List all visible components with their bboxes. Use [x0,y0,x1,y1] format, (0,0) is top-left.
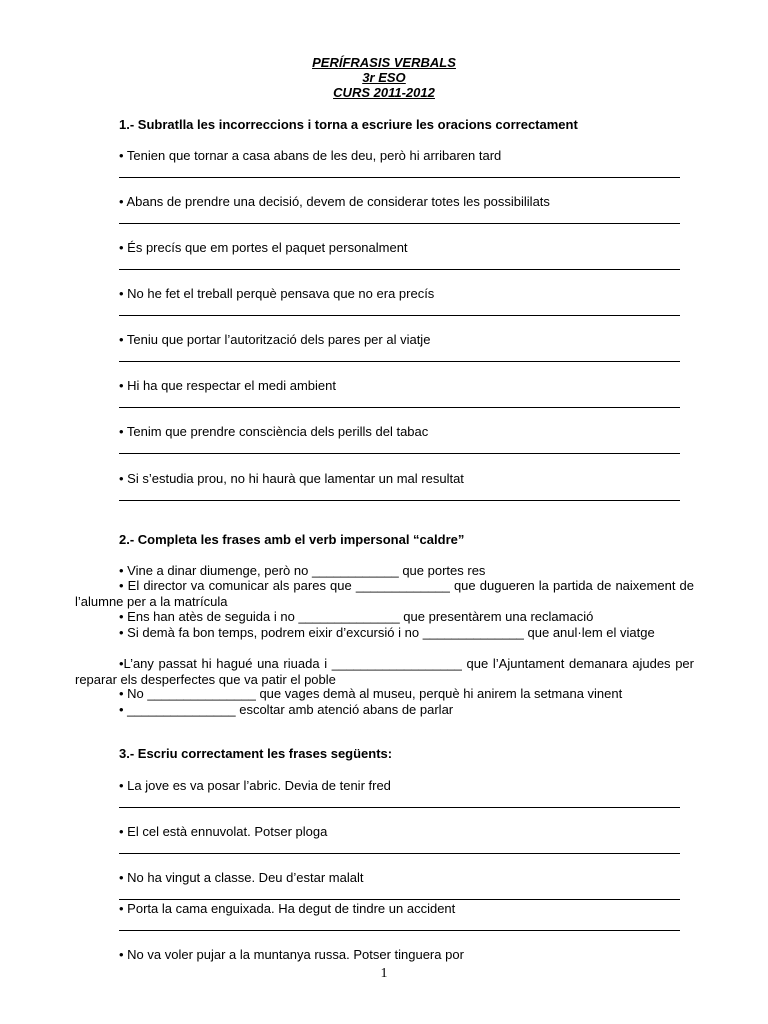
section1-title: 1.- Subratlla les incorreccions i torna a escriure les oracions correctament [119,117,578,132]
answer-line[interactable] [119,807,680,808]
answer-line[interactable] [119,177,680,178]
section1-item: • Abans de prendre una decisió, devem de considerar totes les possibililats [119,194,550,209]
fill-block [119,609,694,625]
section1-item: • Tenim que prendre consciència dels perills del tabac [119,424,429,439]
section3-item: • Porta la cama enguixada. Ha degut de tindre un accident [119,901,456,916]
section1-item: • És precís que em portes el paquet personalment [119,240,408,255]
answer-line[interactable] [119,453,680,454]
answer-line[interactable] [119,269,680,270]
fill-block [119,686,694,702]
answer-line[interactable] [119,853,680,854]
page-number: 1 [380,966,388,981]
section3-item: • No va voler pujar a la muntanya russa. Potser tinguera por [119,947,464,962]
fill-block [75,578,694,609]
answer-line[interactable] [119,407,680,408]
section1-item: • Hi ha que respectar el medi ambient [119,378,336,393]
fill-sentence: • _______________ escoltar amb atenció abans de parlar [119,702,454,717]
fill-block [119,702,694,718]
answer-line[interactable] [119,930,680,931]
section3-item: • El cel està ennuvolat. Potser ploga [119,824,328,839]
answer-line[interactable] [119,500,680,501]
section3-item: • No ha vingut a classe. Deu d’estar malalt [119,870,364,885]
fill-sentence: • Ens han atès de seguida i no ______________ que presentàrem una reclamació [119,609,594,624]
fill-sentence: • Si demà fa bon temps, podrem eixir d’excursió i no ______________ que anul·lem el viatge [119,625,655,640]
page-header [0,55,768,100]
section2-title: 2.- Completa les frases amb el verb impersonal “caldre” [119,532,465,547]
worksheet-grade: 3r ESO [362,70,406,85]
worksheet-title: PERÍFRASIS VERBALS [312,55,456,70]
answer-line[interactable] [119,899,680,900]
fill-sentence: • Vine a dinar diumenge, però no ____________ que portes res [119,563,486,578]
answer-line[interactable] [119,361,680,362]
fill-block [75,656,694,687]
fill-sentence: • No _______________ que vages demà al museu, perquè hi anirem la setmana vinent [119,686,623,701]
fill-sentence: •L’any passat hi hagué una riuada i __________________ que l’Ajuntament demanara ajudes per reparar els desperfectes que va patir el poble [75,656,694,687]
section2-list [119,563,694,579]
section3-title: 3.- Escriu correctament les frases següents: [119,746,393,761]
section1-item: • Tenien que tornar a casa abans de les deu, però hi arribaren tard [119,148,502,163]
section1-item: • Teniu que portar l’autorització dels pares per al viatje [119,332,431,347]
answer-line[interactable] [119,315,680,316]
answer-line[interactable] [119,223,680,224]
fill-sentence: • El director va comunicar als pares que _____________ que dugueren la partida de naixement de l’alumne per a la matrícula [75,578,694,609]
section1-item: • No he fet el treball perquè pensava que no era precís [119,286,435,301]
section1-item: • Si s’estudia prou, no hi haurà que lamentar un mal resultat [119,471,464,486]
section3-item: • La jove es va posar l’abric. Devia de tenir fred [119,778,391,793]
worksheet-year: CURS 2011-2012 [333,85,435,100]
fill-block [75,625,694,641]
